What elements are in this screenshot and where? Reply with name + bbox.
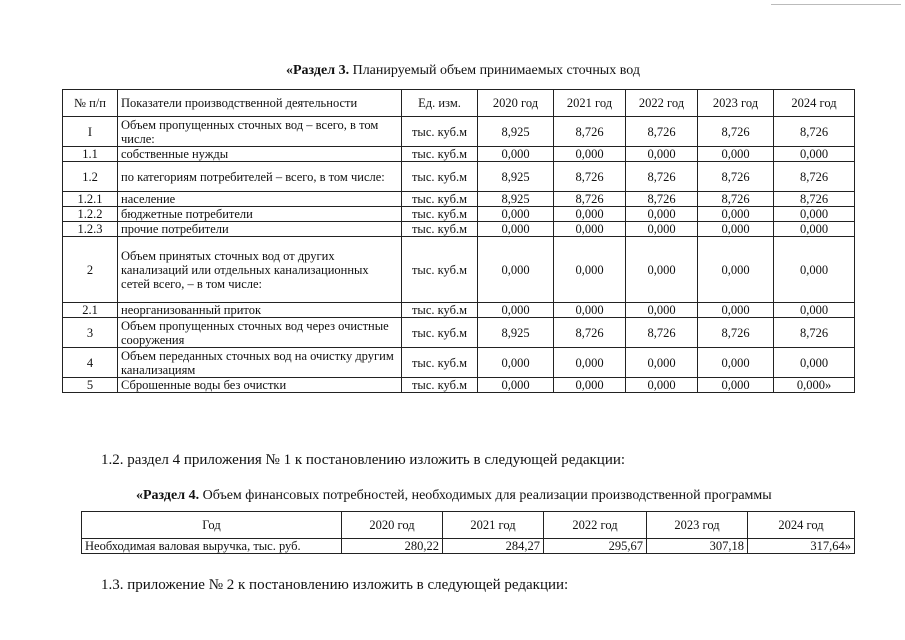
row-indicator: прочие потребители xyxy=(118,222,402,237)
value-2022: 0,000 xyxy=(626,348,698,378)
value-2023: 0,000 xyxy=(698,222,774,237)
row-indicator: Объем переданных сточных вод на очистку другим канализациям xyxy=(118,348,402,378)
value-2024: 0,000 xyxy=(774,348,855,378)
header-cell-2022: 2022 год xyxy=(544,512,647,539)
value-2020: 0,000 xyxy=(478,207,554,222)
value-2021: 0,000 xyxy=(554,222,626,237)
table-row xyxy=(63,192,855,207)
value-2020: 280,22 xyxy=(342,539,443,554)
value-2023: 0,000 xyxy=(698,147,774,162)
row-number: 4 xyxy=(63,348,118,378)
header-cell-2024: 2024 год xyxy=(774,90,855,117)
section-3-table xyxy=(62,89,855,393)
value-2023: 0,000 xyxy=(698,303,774,318)
header-cell-2023: 2023 год xyxy=(698,90,774,117)
value-2024: 0,000 xyxy=(774,147,855,162)
value-2022: 8,726 xyxy=(626,318,698,348)
value-2021: 0,000 xyxy=(554,303,626,318)
value-2022: 8,726 xyxy=(626,192,698,207)
value-2020: 0,000 xyxy=(478,378,554,393)
row-unit: тыс. куб.м xyxy=(402,192,478,207)
value-2020: 8,925 xyxy=(478,162,554,192)
value-2021: 0,000 xyxy=(554,348,626,378)
value-2023: 0,000 xyxy=(698,348,774,378)
value-2020: 8,925 xyxy=(478,318,554,348)
value-2021: 8,726 xyxy=(554,318,626,348)
row-indicator: неорганизованный приток xyxy=(118,303,402,318)
header-cell-2020: 2020 год xyxy=(342,512,443,539)
value-2022: 8,726 xyxy=(626,117,698,147)
page-edge-line xyxy=(771,4,901,5)
row-number: 1.2 xyxy=(63,162,118,192)
value-2020: 0,000 xyxy=(478,222,554,237)
section-4-title: Объем финансовых потребностей, необходимых для реализации производственной программы xyxy=(199,488,772,503)
row-indicator: бюджетные потребители xyxy=(118,207,402,222)
value-2020: 8,925 xyxy=(478,192,554,207)
value-2024: 0,000 xyxy=(774,207,855,222)
table-row xyxy=(63,117,855,147)
value-2021: 0,000 xyxy=(554,207,626,222)
row-indicator: Объем пропущенных сточных вод через очистные сооружения xyxy=(118,318,402,348)
section-4-prefix: «Раздел 4. xyxy=(136,488,200,503)
header-cell-2024: 2024 год xyxy=(748,512,855,539)
row-number: 5 xyxy=(63,378,118,393)
section-3-heading xyxy=(286,63,640,79)
value-2020: 0,000 xyxy=(478,237,554,303)
header-cell-indicator: Показатели производственной деятельности xyxy=(118,90,402,117)
table-row xyxy=(63,348,855,378)
paragraph-1-2: 1.2. раздел 4 приложения № 1 к постановлению изложить в следующей редакции: xyxy=(101,452,626,468)
row-unit: тыс. куб.м xyxy=(402,207,478,222)
value-2022: 0,000 xyxy=(626,222,698,237)
row-number: 1.1 xyxy=(63,147,118,162)
value-2020: 0,000 xyxy=(478,303,554,318)
value-2023: 8,726 xyxy=(698,117,774,147)
header-cell-number: № п/п xyxy=(63,90,118,117)
value-2021: 0,000 xyxy=(554,147,626,162)
row-indicator: Сброшенные воды без очистки xyxy=(118,378,402,393)
row-number: 1.2.3 xyxy=(63,222,118,237)
row-unit: тыс. куб.м xyxy=(402,378,478,393)
row-indicator: Объем пропущенных сточных вод – всего, в том числе: xyxy=(118,117,402,147)
row-unit: тыс. куб.м xyxy=(402,222,478,237)
table-row xyxy=(63,147,855,162)
header-cell-2023: 2023 год xyxy=(647,512,748,539)
paragraph-1-3: 1.3. приложение № 2 к постановлению изложить в следующей редакции: xyxy=(101,577,569,593)
value-2020: 8,925 xyxy=(478,117,554,147)
value-2023: 8,726 xyxy=(698,192,774,207)
row-unit: тыс. куб.м xyxy=(402,237,478,303)
value-2022: 0,000 xyxy=(626,303,698,318)
row-unit: тыс. куб.м xyxy=(402,303,478,318)
table-row xyxy=(63,303,855,318)
row-number: 2 xyxy=(63,237,118,303)
header-cell-2022: 2022 год xyxy=(626,90,698,117)
table-row xyxy=(63,378,855,393)
value-2020: 0,000 xyxy=(478,348,554,378)
row-unit: тыс. куб.м xyxy=(402,348,478,378)
value-2024: 0,000 xyxy=(774,237,855,303)
value-2024: 8,726 xyxy=(774,117,855,147)
value-2024: 8,726 xyxy=(774,162,855,192)
row-number: 3 xyxy=(63,318,118,348)
row-number: 1.2.2 xyxy=(63,207,118,222)
value-2024: 0,000 xyxy=(774,303,855,318)
table-row xyxy=(63,162,855,192)
section-3-header-row xyxy=(63,90,855,117)
value-2024: 8,726 xyxy=(774,318,855,348)
section-4-table xyxy=(81,511,855,554)
value-2024: 0,000 xyxy=(774,222,855,237)
value-2021: 8,726 xyxy=(554,192,626,207)
section-4-header-row xyxy=(82,512,855,539)
header-cell-2021: 2021 год xyxy=(554,90,626,117)
row-unit: тыс. куб.м xyxy=(402,147,478,162)
row-number: 2.1 xyxy=(63,303,118,318)
row-number: 1.2.1 xyxy=(63,192,118,207)
value-2023: 307,18 xyxy=(647,539,748,554)
value-2024: 317,64» xyxy=(748,539,855,554)
header-cell-2021: 2021 год xyxy=(443,512,544,539)
value-2022: 0,000 xyxy=(626,378,698,393)
section-3-prefix: «Раздел 3. xyxy=(286,63,350,78)
header-cell-unit: Ед. изм. xyxy=(402,90,478,117)
section-3-title: Планируемый объем принимаемых сточных вод xyxy=(349,63,640,78)
row-indicator: Объем принятых сточных вод от других канализаций или отдельных канализационных сетей всего, – в том числе: xyxy=(118,237,402,303)
value-2022: 0,000 xyxy=(626,237,698,303)
section-4-data-row xyxy=(82,539,855,554)
row-indicator: население xyxy=(118,192,402,207)
value-2021: 8,726 xyxy=(554,162,626,192)
table-row xyxy=(63,237,855,303)
table-row xyxy=(63,222,855,237)
value-2020: 0,000 xyxy=(478,147,554,162)
value-2021: 0,000 xyxy=(554,237,626,303)
value-2023: 0,000 xyxy=(698,378,774,393)
value-2022: 8,726 xyxy=(626,162,698,192)
row-unit: тыс. куб.м xyxy=(402,117,478,147)
row-indicator: собственные нужды xyxy=(118,147,402,162)
value-2023: 0,000 xyxy=(698,237,774,303)
value-2022: 0,000 xyxy=(626,207,698,222)
table-row xyxy=(63,318,855,348)
row-unit: тыс. куб.м xyxy=(402,162,478,192)
header-cell-2020: 2020 год xyxy=(478,90,554,117)
value-2023: 8,726 xyxy=(698,162,774,192)
value-2024: 0,000» xyxy=(774,378,855,393)
table-row xyxy=(63,207,855,222)
value-2022: 0,000 xyxy=(626,147,698,162)
value-2024: 8,726 xyxy=(774,192,855,207)
row-label: Необходимая валовая выручка, тыс. руб. xyxy=(82,539,342,554)
row-unit: тыс. куб.м xyxy=(402,318,478,348)
row-number: I xyxy=(63,117,118,147)
value-2021: 8,726 xyxy=(554,117,626,147)
value-2021: 0,000 xyxy=(554,378,626,393)
value-2021: 284,27 xyxy=(443,539,544,554)
value-2023: 8,726 xyxy=(698,318,774,348)
value-2022: 295,67 xyxy=(544,539,647,554)
row-indicator: по категориям потребителей – всего, в том числе: xyxy=(118,162,402,192)
section-4-heading xyxy=(136,488,772,504)
value-2023: 0,000 xyxy=(698,207,774,222)
header-cell-year: Год xyxy=(82,512,342,539)
